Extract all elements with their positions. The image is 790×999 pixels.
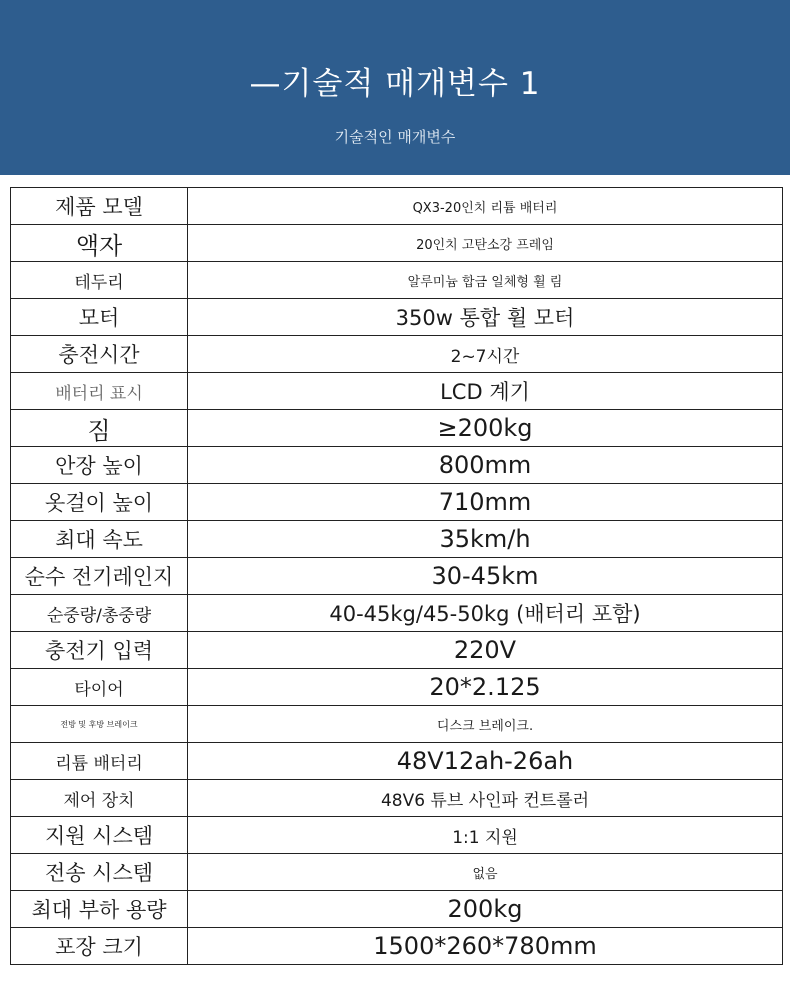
spec-label: 테두리: [11, 262, 188, 299]
header-banner: [0, 0, 790, 175]
spec-row-transmission: [11, 854, 783, 891]
spec-label: 제품 모델: [11, 188, 188, 225]
spec-row-max-speed: [11, 521, 783, 558]
spec-value: 알루미늄 합금 일체형 휠 림: [188, 262, 783, 299]
spec-value: ≥200kg: [188, 410, 783, 447]
spec-row-controller: [11, 780, 783, 817]
spec-row-assist-system: [11, 817, 783, 854]
spec-row-motor: [11, 299, 783, 336]
spec-label: 리튬 배터리: [11, 743, 188, 780]
spec-label: 옷걸이 높이: [11, 484, 188, 521]
spec-label: 순중량/총중량: [11, 595, 188, 632]
spec-row-lithium-battery: [11, 743, 783, 780]
spec-label: 배터리 표시: [11, 373, 188, 410]
spec-label: 짐: [11, 410, 188, 447]
spec-row-load: [11, 410, 783, 447]
spec-row-brakes: [11, 706, 783, 743]
spec-row-saddle-height: [11, 447, 783, 484]
spec-row-model: [11, 188, 783, 225]
spec-row-frame: [11, 225, 783, 262]
spec-row-battery-display: [11, 373, 783, 410]
spec-row-max-load: [11, 891, 783, 928]
spec-table: [10, 187, 783, 965]
spec-value: 220V: [188, 632, 783, 669]
spec-value: 800mm: [188, 447, 783, 484]
spec-value: QX3-20인치 리튬 배터리: [188, 188, 783, 225]
spec-label: 충전시간: [11, 336, 188, 373]
spec-value: 30-45km: [188, 558, 783, 595]
spec-value: 없음: [188, 854, 783, 891]
page-title: —기술적 매개변수 1: [249, 66, 541, 102]
spec-row-charger-input: [11, 632, 783, 669]
spec-row-weight: [11, 595, 783, 632]
spec-row-rim: [11, 262, 783, 299]
spec-row-charge-time: [11, 336, 783, 373]
spec-label: 전방 및 후방 브레이크: [11, 706, 188, 743]
spec-label: 제어 장치: [11, 780, 188, 817]
spec-value: 1500*260*780mm: [188, 928, 783, 965]
spec-value: 350w 통합 휠 모터: [188, 299, 783, 336]
spec-value: 35km/h: [188, 521, 783, 558]
spec-value: 20*2.125: [188, 669, 783, 706]
spec-value: 2~7시간: [188, 336, 783, 373]
spec-label: 타이어: [11, 669, 188, 706]
spec-label: 액자: [11, 225, 188, 262]
spec-value: 1:1 지원: [188, 817, 783, 854]
spec-label: 순수 전기레인지: [11, 558, 188, 595]
page-subtitle: 기술적인 매개변수: [334, 128, 456, 146]
spec-value: 48V6 튜브 사인파 컨트롤러: [188, 780, 783, 817]
spec-value: 20인치 고탄소강 프레임: [188, 225, 783, 262]
spec-row-hanger-height: [11, 484, 783, 521]
spec-label: 안장 높이: [11, 447, 188, 484]
spec-value: 40-45kg/45-50kg (배터리 포함): [188, 595, 783, 632]
spec-value: LCD 계기: [188, 373, 783, 410]
spec-label: 모터: [11, 299, 188, 336]
spec-row-package-size: [11, 928, 783, 965]
spec-row-tire: [11, 669, 783, 706]
spec-row-range: [11, 558, 783, 595]
spec-value: 48V12ah-26ah: [188, 743, 783, 780]
spec-value: 200kg: [188, 891, 783, 928]
spec-label: 충전기 입력: [11, 632, 188, 669]
spec-label: 포장 크기: [11, 928, 188, 965]
spec-value: 디스크 브레이크.: [188, 706, 783, 743]
spec-label: 지원 시스템: [11, 817, 188, 854]
spec-label: 최대 부하 용량: [11, 891, 188, 928]
spec-label: 최대 속도: [11, 521, 188, 558]
spec-label: 전송 시스템: [11, 854, 188, 891]
spec-value: 710mm: [188, 484, 783, 521]
